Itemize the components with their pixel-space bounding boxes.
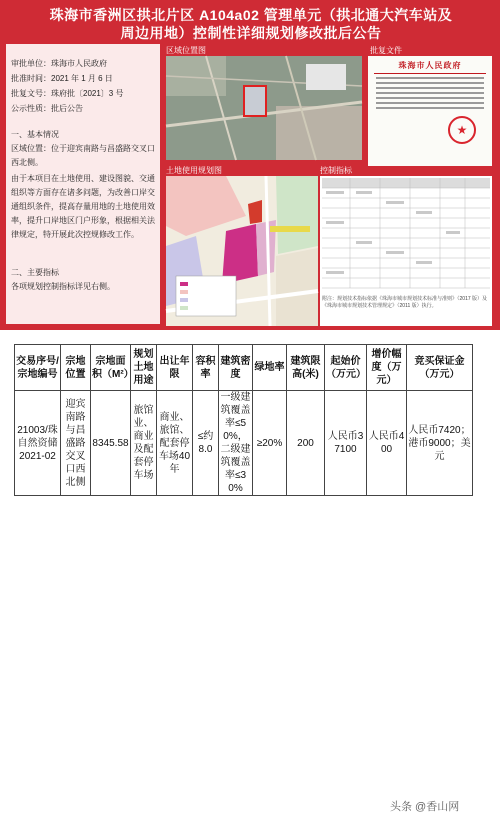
section-indicators: [11, 266, 157, 294]
table-header-row: [15, 345, 473, 391]
table-cell: ≤约8.0: [193, 391, 219, 496]
section-basic: [11, 128, 157, 242]
col-header: 增价幅度（万元）: [367, 345, 407, 391]
table-cell: 人民币400: [367, 391, 407, 496]
notice-title-line2: 周边用地）控制性详细规划修改批后公告: [120, 25, 382, 41]
table-row: [15, 391, 473, 496]
parcel-table: [14, 344, 473, 496]
watermark-love-zhuhai: ◎Love珠海: [415, 316, 466, 327]
notice-type: 公示性质：批后公告: [11, 104, 83, 113]
doc-header: 珠海市人民政府: [398, 61, 462, 70]
col-header: 绿地率: [253, 345, 287, 391]
notice-title: [8, 6, 494, 42]
col-header: 规划土地用途: [131, 345, 157, 391]
table-cell: 人民币7420；港币9000；美元: [407, 391, 473, 496]
table-cell: 旅馆业、商业及配套停车场: [131, 391, 157, 496]
land-use-map: [166, 176, 318, 326]
info-panel: [6, 44, 160, 324]
approval-document: [368, 56, 492, 166]
col-header: 交易序号/宗地编号: [15, 345, 61, 391]
col-header: 起始价（万元）: [325, 345, 367, 391]
table-cell: 商业、旅馆、配套停车场40年: [157, 391, 193, 496]
col-header: 建筑限高(米): [287, 345, 325, 391]
planning-notice: [0, 0, 500, 330]
table-cell: 21003/珠自然资储2021-02: [15, 391, 61, 496]
approval-date: 批准时间：2021 年 1 月 6 日: [11, 74, 113, 83]
land-use-label: 土地使用规划图: [166, 166, 222, 175]
official-seal-icon: ★: [448, 116, 476, 144]
notice-title-line1: 珠海市香洲区拱北片区 A104a02 管理单元（拱北通大汽车站及: [49, 7, 453, 23]
notice-caption: 附注：规划技术指标依据《珠海市城市规划技术标准与准则》（2017 版）及《珠海市城市规划技术管理规定》（2011 版）执行。: [322, 296, 488, 309]
doc-text-line: [376, 97, 484, 99]
col-header: 容积率: [193, 345, 219, 391]
table-cell: 200: [287, 391, 325, 496]
col-header: 竞买保证金（万元）: [407, 345, 473, 391]
section2-title: 二、主要指标: [11, 268, 59, 277]
watermark-toutiao: 头条 @香山网: [390, 801, 460, 813]
table-cell: 一级建筑覆盖率≤50%，二级建筑覆盖率≤30%: [220, 392, 251, 494]
col-header: 宗地面积（M²）: [91, 345, 131, 391]
section1-title: 一、基本情况: [11, 130, 59, 139]
approval-meta: [11, 56, 123, 116]
doc-text-line: [376, 82, 484, 84]
doc-text-line: [376, 92, 484, 94]
table-cell: 人民币37100: [325, 391, 367, 496]
col-header: 出让年限: [157, 345, 193, 391]
table-cell: ≥20%: [253, 391, 287, 496]
section1-location: 区域位置：位于迎宾南路与昌盛路交叉口西北侧。: [11, 144, 155, 167]
location-map: [166, 56, 362, 160]
section2-body: 各项规划控制指标详见右侧。: [11, 282, 115, 291]
doc-text-line: [376, 77, 484, 79]
section1-body: 由于本项目在土地使用、建设图貌、交通组织等方面存在诸多问题，为改善口岸交通组织条件，提高存量用地的土地使用效率，提升口岸地区门户形象，根据相关法律规定，特开展此次控规修改工作。: [11, 174, 155, 239]
approval-doc-label: 批复文件: [370, 46, 402, 55]
col-header: 宗地位置: [61, 345, 91, 391]
doc-text-line: [376, 87, 484, 89]
approver: 审批单位：珠海市人民政府: [11, 59, 107, 68]
doc-text-line: [376, 107, 484, 109]
location-map-label: 区域位置图: [166, 46, 206, 55]
table-cell: 8345.58: [91, 391, 131, 496]
doc-text-line: [376, 102, 484, 104]
doc-rule: [374, 73, 486, 74]
doc-number: 批复文号：珠府批〔2021〕3 号: [11, 89, 124, 98]
table-cell: 迎宾南路与昌盛路交叉口西北侧: [61, 391, 91, 496]
parcel-table-section: [0, 330, 500, 813]
control-indicators-label: 控制指标: [320, 166, 352, 175]
col-header: 建筑密度: [219, 345, 253, 391]
